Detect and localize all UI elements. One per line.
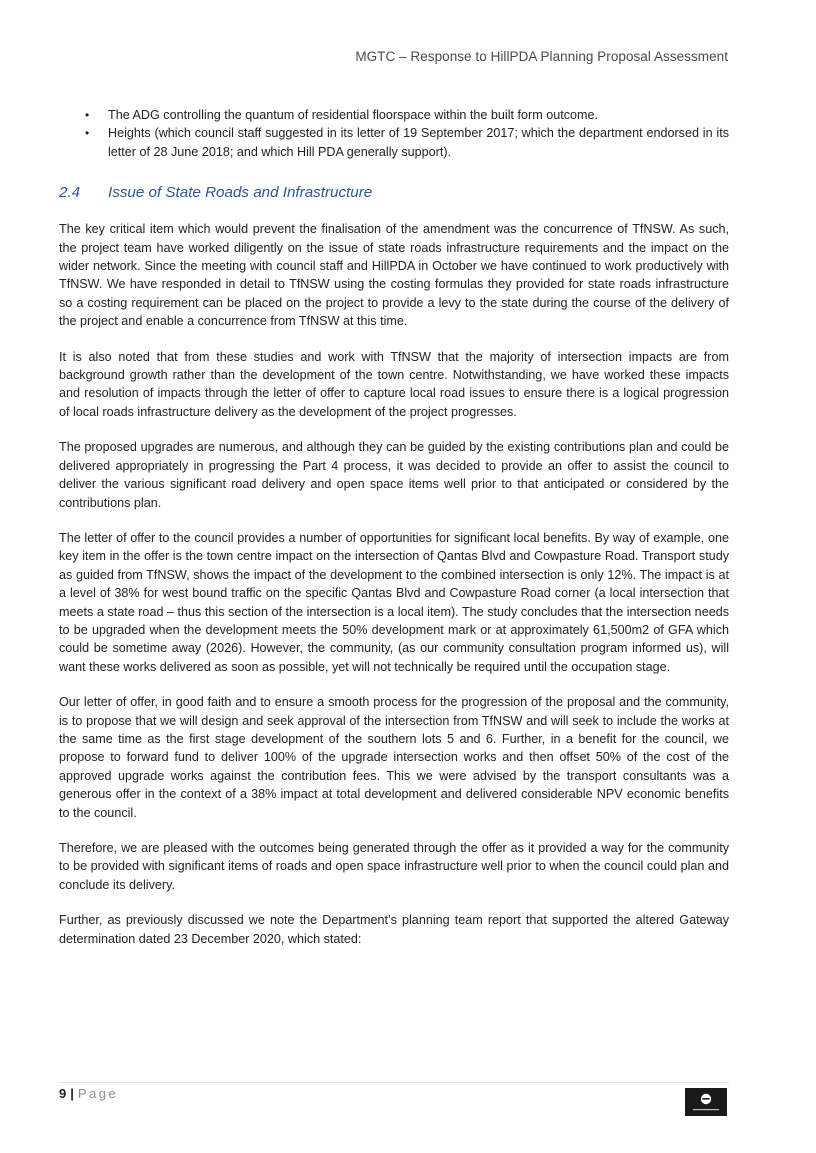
bullet-item (59, 106, 729, 124)
bullet-item (59, 124, 729, 161)
section-number: 2.4 (59, 184, 81, 202)
footer-divider (59, 1082, 729, 1083)
paragraph: Our letter of offer, in good faith and to ensure a smooth process for the progression of the proposal and the community, is to propose that we will design and seek approval of the intersection from TfNSW and will seek to include the works at the same time as the first stage development of the southern lots 5 and 6. Further, in a benefit for the council, we propose to forward fund to deliver 100% of the upgrade intersection works and then offset 50% of the cost of the approved upgrade works against the contribution fees. This we were advised by the transport consultants was a generous offer in the context of a 38% impact at total development and delivered considerable NPV economic benefits to the council. (59, 695, 729, 820)
paragraph: The proposed upgrades are numerous, and although they can be guided by the existing contributions plan and could be delivered appropriately in progressing the Part 4 process, it was decided to provide an offer to assist the council to deliver the various significant road delivery and open space items well prior to that anticipated or considered by the contributions plan. (59, 440, 729, 510)
paragraph: Further, as previously discussed we note the Department’s planning team report that supported the altered Gateway determination dated 23 December 2020, which stated: (59, 913, 729, 946)
bullet-list (59, 106, 729, 161)
company-logo (685, 1088, 727, 1116)
bullet-text: The ADG controlling the quantum of residential floorspace within the built form outcome. (108, 108, 599, 122)
paragraph: It is also noted that from these studies and work with TfNSW that the majority of intersection impacts are from background growth rather than the development of the town centre. Notwithstanding, we have worked these impacts and resolution of impacts through the letter of offer to capture local road issues to ensure there is a logical progression of local roads infrastructure delivery as the development of the project progresses. (59, 349, 729, 419)
page-number-value: 9 (59, 1086, 67, 1101)
paragraph: The key critical item which would prevent the finalisation of the amendment was the concurrence of TfNSW. As such, the project team have worked diligently on the issue of state roads infrastructure requirements and the impact on the wider network. Since the meeting with council staff and HillPDA in October we have continued to work productively with TfNSW. We have responded in detail to TfNSW using the costing formulas they provided for state roads infrastructure so a costing requirement can be placed on the project to provide a levy to the state during the course of the delivery of the project and enable a concurrence from TfNSW at this time. (59, 222, 729, 329)
paragraph: The letter of offer to the council provides a number of opportunities for significant local benefits. By way of example, one key item in the offer is the town centre impact on the intersection of Qantas Blvd and Cowpasture Road. Transport study as guided from TfNSW, shows the impact of the development to the combined intersection is only 12%. The impact is at a level of 38% for west bound traffic on the specific Qantas Blvd and Cowpasture Road corner (a local intersection that meets a state road – thus this section of the intersection is a local item). The study concludes that the intersection needs to be upgraded when the development meets the 50% development mark or at approximately 61,500m2 of GFA which could be sometime away (2026). However, the community, (as our community consultation program informed us), will want these works delivered as soon as possible, yet will not technically be required until the occupation stage. (59, 530, 729, 674)
logo-mark-icon (685, 1088, 727, 1116)
section-title: Issue of State Roads and Infrastructure (108, 184, 373, 202)
section-heading (59, 182, 729, 204)
bullet-dot-icon: • (85, 126, 90, 141)
page-content (59, 106, 729, 948)
paragraph: Therefore, we are pleased with the outcomes being generated through the offer as it provided a way for the community to be provided with significant items of roads and open space infrastructure well prior to when the council could plan and conclude its delivery. (59, 841, 729, 892)
running-header: MGTC – Response to HillPDA Planning Proposal Assessment (355, 49, 728, 64)
bullet-text: Heights (which council staff suggested in its letter of 19 September 2017; which the department endorsed in its letter of 28 June 2018; and which Hill PDA generally support). (108, 126, 729, 159)
page-number-separator: | (70, 1086, 74, 1101)
page-number (59, 1086, 118, 1101)
page-label: Page (77, 1086, 119, 1101)
bullet-dot-icon: • (85, 108, 90, 122)
